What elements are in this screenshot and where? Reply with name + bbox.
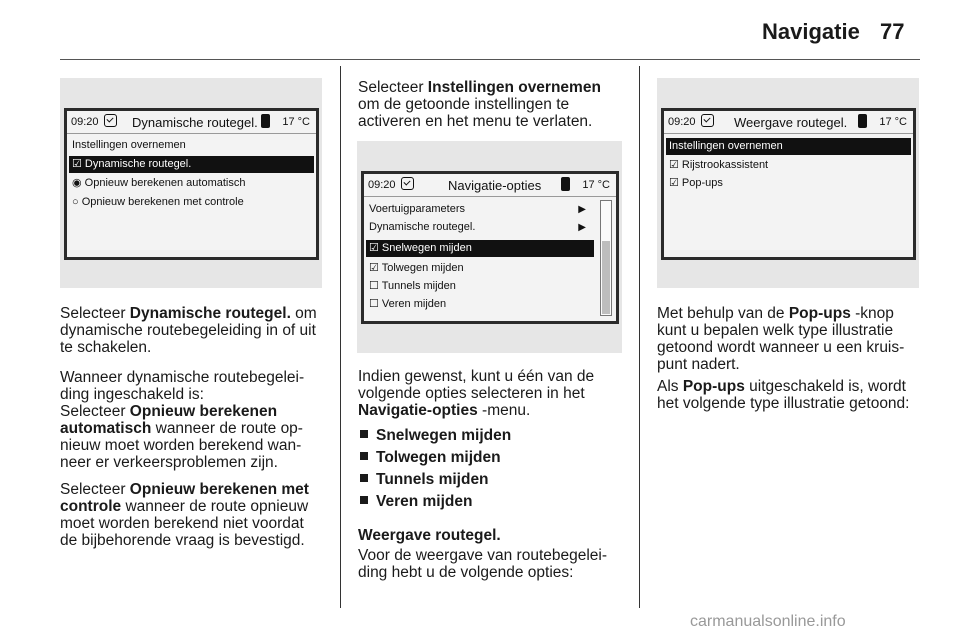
paragraph-5: Selecteer Instellingen overnemen om de getoonde instellingen te activeren en het menu te verlaten.: [358, 79, 601, 130]
page-number: 77: [880, 19, 905, 44]
bullet-square-icon: [360, 474, 368, 482]
screen-title: Navigatie-opties: [448, 178, 542, 193]
chevron-right-icon: ▶: [578, 222, 586, 233]
menu-item-label: Voertuigparameters: [369, 203, 465, 215]
menu-item-avoid-ferries[interactable]: ☐ Veren mijden: [369, 298, 447, 310]
page-header-title: Navigatie: [762, 19, 860, 44]
screenshot-route-display: [657, 78, 919, 288]
screen-time: 09:20: [368, 179, 396, 191]
bullet-square-icon: [360, 430, 368, 438]
screen-header: [67, 111, 316, 134]
paragraph-8: Met behulp van de Pop-ups -knop kunt u bepalen welk type illustratie getoond wordt wanneer u een kruis- punt nadert.: [657, 305, 905, 373]
screen-header: [364, 174, 616, 197]
menu-item-take-settings[interactable]: Instellingen overnemen: [72, 139, 186, 151]
paragraph-1: Selecteer Dynamische routegel. om dynamische routebegeleiding in of uit te schakelen.: [60, 305, 317, 356]
menu-item-label: Dynamische routegel.: [369, 221, 476, 233]
bullet-item: Tolwegen mijden: [360, 449, 501, 467]
screen-temperature: 17 °C: [582, 179, 610, 191]
menu-item-lane-assist[interactable]: ☑ Rijstrookassistent: [669, 159, 769, 171]
screen-title: Dynamische routegel.: [132, 115, 258, 130]
menu-item-dynamic-route[interactable]: [366, 219, 594, 236]
display-screen: [361, 171, 619, 324]
thermometer-icon: [261, 114, 270, 128]
navigation-icon: [701, 114, 714, 127]
screen-time: 09:20: [71, 116, 99, 128]
bullet-item: Veren mijden: [360, 493, 472, 511]
column-divider-1: [340, 66, 341, 608]
paragraph-3: Selecteer Opnieuw berekenen automatisch wanneer de route op- nieuw moet worden berekend wan- neer er verkeersproblemen zijn.: [60, 403, 303, 471]
paragraph-6: Indien gewenst, kunt u één van de volgende opties selecteren in het Navigatie-opties -menu.: [358, 368, 595, 419]
display-screen: [64, 108, 319, 260]
header-rule: [60, 59, 920, 60]
thermometer-icon: [858, 114, 867, 128]
scrollbar-thumb[interactable]: [602, 241, 610, 314]
menu-item-recalc-auto[interactable]: ◉ Opnieuw berekenen automatisch: [72, 177, 246, 189]
menu-item-avoid-highways[interactable]: ☑ Snelwegen mijden: [366, 240, 594, 257]
screen-time: 09:20: [668, 116, 696, 128]
menu-item-vehicle-params[interactable]: [366, 201, 594, 218]
screen-header: [664, 111, 913, 134]
bullet-square-icon: [360, 496, 368, 504]
scrollbar[interactable]: [600, 200, 612, 316]
thermometer-icon: [561, 177, 570, 191]
paragraph-9: Als Pop-ups uitgeschakeld is, wordt het volgende type illustratie getoond:: [657, 378, 910, 412]
column-divider-2: [639, 66, 640, 608]
screen-temperature: 17 °C: [282, 116, 310, 128]
menu-item-recalc-confirm[interactable]: ○ Opnieuw berekenen met controle: [72, 196, 244, 208]
section-heading: Weergave routegel.: [358, 527, 501, 544]
menu-item-avoid-tolls[interactable]: ☑ Tolwegen mijden: [369, 262, 464, 274]
menu-item-popups[interactable]: ☑ Pop-ups: [669, 177, 723, 189]
screenshot-navigation-options: [357, 141, 622, 353]
screen-temperature: 17 °C: [879, 116, 907, 128]
chevron-right-icon: ▶: [578, 204, 586, 215]
footer-watermark: carmanualsonline.info: [690, 613, 846, 630]
paragraph-7: Voor de weergave van routebegelei- ding hebt u de volgende opties:: [358, 547, 608, 581]
menu-item-dynamic-route[interactable]: ☑ Dynamische routegel.: [69, 156, 314, 173]
navigation-icon: [401, 177, 414, 190]
bullet-item: Snelwegen mijden: [360, 427, 511, 445]
navigation-icon: [104, 114, 117, 127]
screen-title: Weergave routegel.: [734, 115, 848, 130]
display-screen: [661, 108, 916, 260]
bullet-square-icon: [360, 452, 368, 460]
menu-item-avoid-tunnels[interactable]: ☐ Tunnels mijden: [369, 280, 456, 292]
paragraph-2: Wanneer dynamische routebegelei- ding ingeschakeld is:: [60, 369, 305, 403]
paragraph-4: Selecteer Opnieuw berekenen met controle wanneer de route opnieuw moet worden berekend niet voordat de bijbehorende vraag is bevestigd.: [60, 481, 309, 549]
bullet-item: Tunnels mijden: [360, 471, 489, 489]
screenshot-dynamic-route: [60, 78, 322, 288]
menu-item-take-settings[interactable]: Instellingen overnemen: [666, 138, 911, 155]
